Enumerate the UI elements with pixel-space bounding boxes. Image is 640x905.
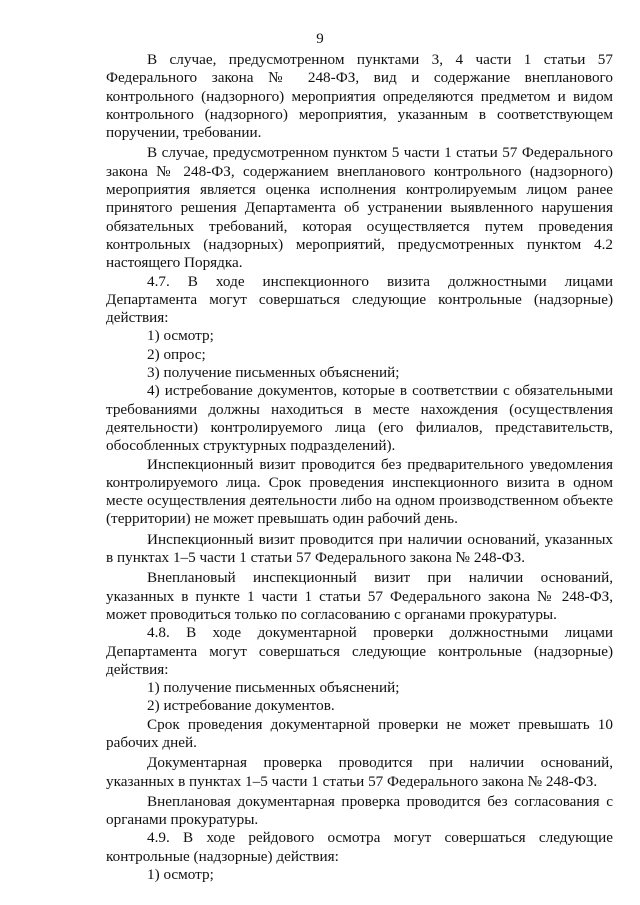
document-body — [106, 51, 613, 884]
paragraph: В случае, предусмотренном пунктами 3, 4 части 1 статьи 57 Федерального закона № 248-ФЗ, вид и содержание внепланового контрольного (надзорного) мероприятия определяются предметом и видом контрольного (надзорного) мероприятия, указанным в соответствующем поручении, требовании. — [106, 51, 613, 142]
list-item: 2) истребование документов. — [147, 697, 335, 715]
paragraph: 4.7. В ходе инспекционного визита должностными лицами Департамента могут совершаться следующие контрольные (надзорные) действия: — [106, 272, 613, 327]
list-item: 4) истребование документов, которые в соответствии с обязательными требованиями должны находиться в месте нахождения (осуществления деятельности) контролируемого лица (его филиалов, представительств, обособленных структурных подразделений). — [106, 382, 613, 455]
list-item: 1) осмотр; — [147, 866, 214, 884]
list-item: 1) осмотр; — [147, 327, 214, 345]
paragraph: Срок проведения документарной проверки не может превышать 10 рабочих дней. — [106, 715, 613, 751]
paragraph: Документарная проверка проводится при наличии оснований, указанных в пунктах 1–5 части 1 статьи 57 Федерального закона № 248-ФЗ. — [106, 754, 613, 790]
page-number: 9 — [316, 31, 324, 47]
paragraph: 4.9. В ходе рейдового осмотра могут совершаться следующие контрольные (надзорные) действия: — [106, 829, 613, 865]
paragraph: Инспекционный визит проводится при наличии оснований, указанных в пунктах 1–5 части 1 статьи 57 Федерального закона № 248-ФЗ. — [106, 530, 613, 567]
list-item: 2) опрос; — [147, 345, 206, 363]
paragraph: 4.8. В ходе документарной проверки должностными лицами Департамента могут совершаться следующие контрольные (надзорные) действия: — [106, 624, 613, 678]
list-item: 3) получение письменных объяснений; — [147, 364, 400, 382]
paragraph: Внеплановая документарная проверка проводится без согласования с органами прокуратуры. — [106, 792, 613, 829]
paragraph: Внеплановый инспекционный визит при наличии оснований, указанных в пункте 1 части 1 статьи 57 Федерального закона № 248-ФЗ, может проводиться только по согласованию с органами прокуратуры. — [106, 569, 613, 623]
paragraph: В случае, предусмотренном пунктом 5 части 1 статьи 57 Федерального закона № 248-ФЗ, содержанием внепланового контрольного (надзорного) мероприятия является оценка исполнения контролируемым лицом ранее принятого решения Департамента об устранении выявленного нарушения обязательных требований, которая осуществляется путем проведения контрольных (надзорных) мероприятий, предусмотренных пунктом 4.2 настоящего Порядка. — [106, 144, 613, 272]
paragraph: Инспекционный визит проводится без предварительного уведомления контролируемого лица. Срок проведения инспекционного визита в одном месте осуществления деятельности либо на одном производственном объекте (территории) не может превышать один рабочий день. — [106, 455, 613, 528]
list-item: 1) получение письменных объяснений; — [147, 679, 400, 697]
